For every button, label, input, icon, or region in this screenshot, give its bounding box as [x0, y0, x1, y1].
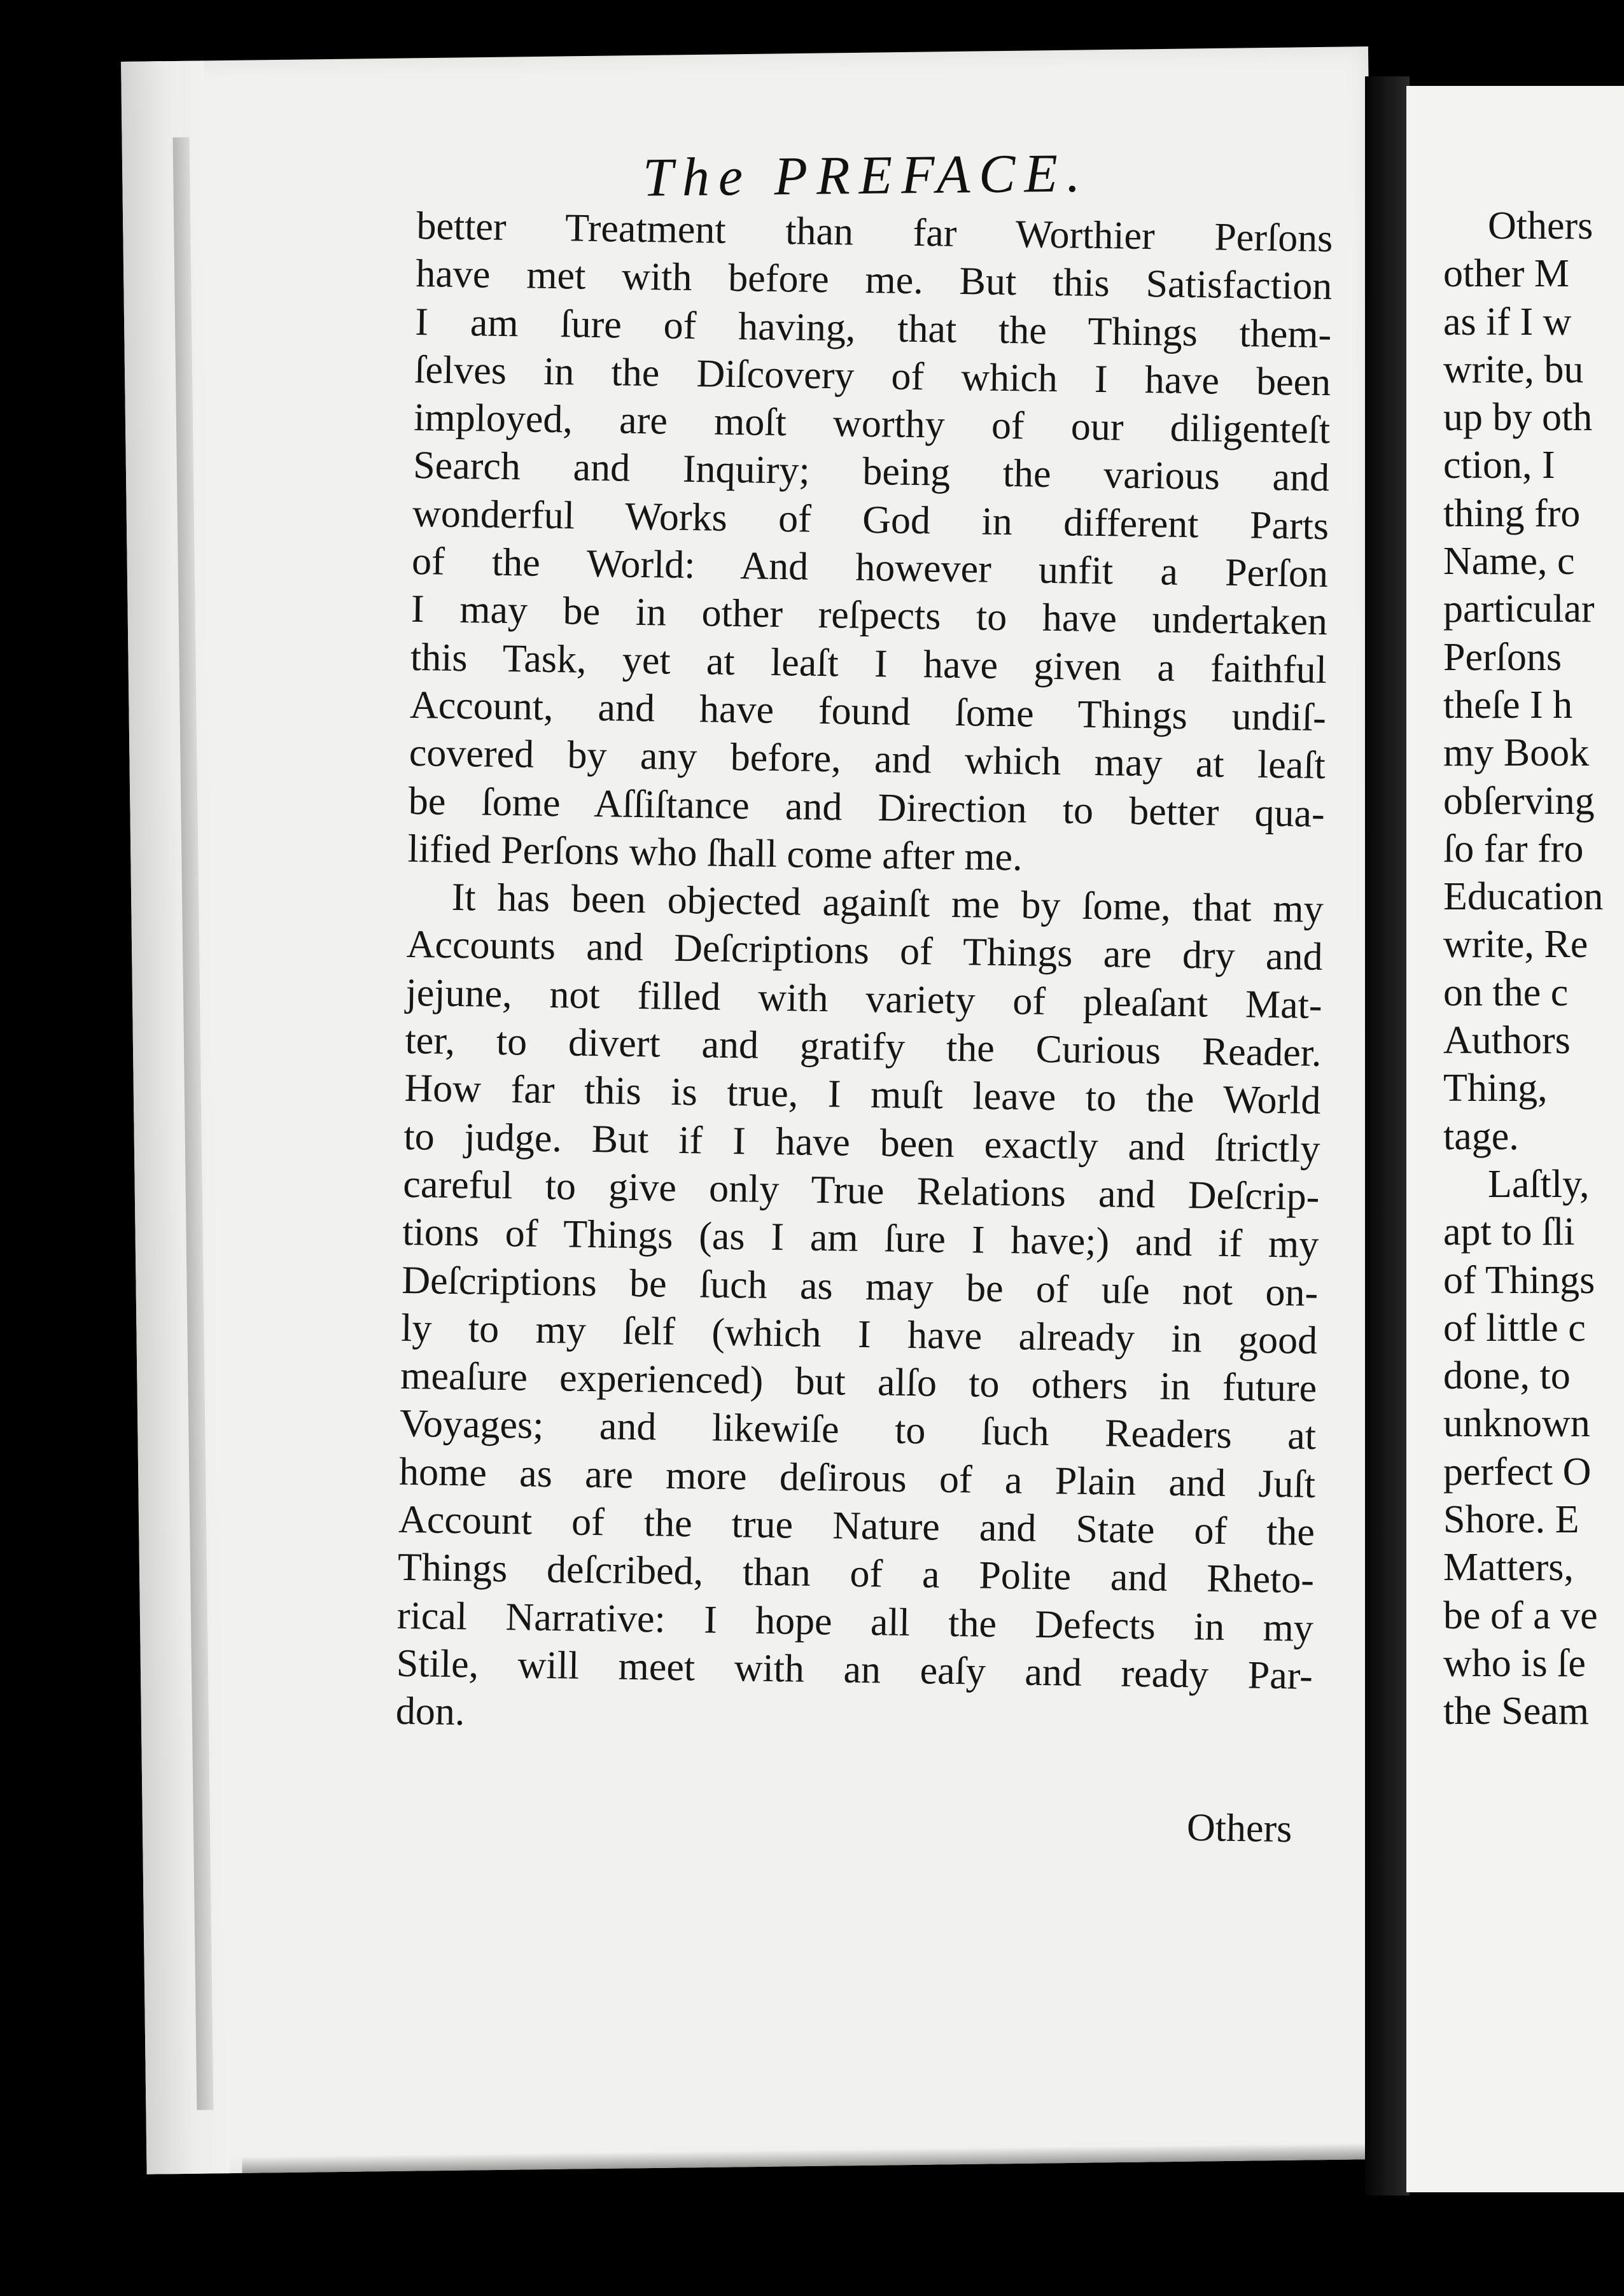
text-line: Deſcriptions be ſuch as may be of uſe not on- — [401, 1258, 1319, 1315]
text-line: Stile, will meet with an eaſy and ready Par- — [396, 1641, 1313, 1698]
fragment-line: obſerving — [1443, 779, 1595, 823]
text-line: ſelves in the Diſcovery of which I have been — [414, 347, 1331, 404]
fragment-line: ction, I — [1443, 444, 1555, 487]
running-header: The PREFACE. — [642, 142, 1089, 208]
text-line: ter, to divert and gratify the Curious Reader. — [405, 1018, 1322, 1075]
fragment-line: of Things — [1443, 1258, 1595, 1302]
fragment-line: theſe I h — [1443, 683, 1573, 727]
text-line: jejune, not filled with variety of pleaſant Mat- — [405, 970, 1322, 1027]
fragment-line: Education — [1443, 875, 1604, 919]
catchword: Others — [1186, 1805, 1292, 1851]
right-page-text-fragment — [1443, 202, 1624, 1736]
text-line: careful to give only True Relations and Deſcrip- — [402, 1162, 1320, 1219]
fragment-line: done, to — [1443, 1354, 1571, 1398]
text-line: rical Narrative: I hope all the Defects in my — [396, 1593, 1314, 1650]
text-line: better Treatment than far Worthier Perſons — [416, 204, 1333, 261]
text-line: of the World: And however unfit a Perſon — [411, 540, 1329, 596]
text-line: meaſure experienced) but alſo to others in future — [400, 1354, 1317, 1411]
text-line: covered by any before, and which may at leaſt — [409, 731, 1326, 788]
fragment-line: be of a ve — [1443, 1593, 1598, 1637]
fragment-line: write, Re — [1443, 923, 1588, 967]
fragment-line: Authors — [1443, 1019, 1571, 1063]
text-line: this Task, yet at leaſt I have given a faithful — [410, 635, 1327, 692]
fragment-line: write, bu — [1443, 347, 1584, 391]
fragment-line: Laſtly, — [1488, 1162, 1590, 1206]
page-bottom-edge — [242, 2143, 1394, 2173]
text-line: Account of the true Nature and State of the — [398, 1497, 1315, 1554]
fragment-line: Matters, — [1443, 1546, 1574, 1590]
text-line: wonderful Works of God in different Parts — [412, 491, 1329, 548]
text-line: Voyages; and likewiſe to ſuch Readers at — [399, 1402, 1317, 1459]
fragment-line: on the c — [1443, 970, 1569, 1014]
text-line: I am ſure of having, that the Things them- — [414, 300, 1332, 356]
text-line: don. — [395, 1689, 465, 1734]
gutter-shadow — [1365, 76, 1410, 2195]
fragment-line: as if I w — [1443, 300, 1572, 344]
left-page-text — [395, 202, 1333, 1748]
text-line: have met with before me. But this Satisfaction — [415, 252, 1333, 309]
fragment-line: the Seam — [1443, 1690, 1589, 1733]
fragment-line: thing fro — [1443, 491, 1581, 535]
text-line: tions of Things (as I am ſure I have;) and if my — [402, 1210, 1319, 1267]
fragment-line: of little c — [1443, 1306, 1586, 1350]
text-line: be ſome Aſſiſtance and Direction to better qua- — [408, 779, 1326, 836]
fragment-line: my Book — [1443, 731, 1590, 775]
text-line: How far this is true, I muſt leave to the World — [404, 1067, 1321, 1123]
fragment-line: who is ſe — [1443, 1641, 1586, 1685]
text-line: Search and Inquiry; being the various and — [412, 444, 1330, 500]
text-line: lified Perſons who ſhall come after me. — [407, 827, 1023, 879]
fragment-line: Perſons — [1443, 635, 1562, 679]
fragment-line: Shore. E — [1443, 1498, 1579, 1542]
text-line: home as are more deſirous of a Plain and Juſt — [398, 1450, 1316, 1506]
text-line: Accounts and Deſcriptions of Things are dry and — [406, 923, 1324, 979]
fragment-line: Others — [1488, 204, 1593, 248]
text-line: to judge. But if I have been exactly and ſtrictly — [403, 1114, 1320, 1171]
fragment-line: up by oth — [1443, 396, 1593, 440]
fragment-line: other M — [1443, 252, 1570, 296]
fragment-line: Thing, — [1443, 1067, 1548, 1110]
text-line: imployed, are moſt worthy of our diligenteſt — [413, 396, 1331, 452]
text-line: Things deſcribed, than of a Polite and Rheto- — [397, 1546, 1315, 1602]
fragment-line: tage. — [1443, 1114, 1519, 1158]
fragment-line: perfect O — [1443, 1450, 1592, 1494]
fragment-line: particular — [1443, 587, 1595, 631]
text-line: It has been objected againſt me by ſome, that my — [451, 876, 1324, 932]
text-line: Account, and have found ſome Things undiſ- — [409, 683, 1327, 739]
fragment-line: Name, c — [1443, 540, 1575, 584]
fragment-line: ſo far fro — [1443, 827, 1584, 871]
text-line: ly to my ſelf (which I have already in good — [400, 1306, 1318, 1362]
text-line: I may be in other reſpects to have undertaken — [410, 587, 1328, 644]
fragment-line: unknown — [1443, 1402, 1590, 1446]
fragment-line: apt to ſli — [1443, 1210, 1575, 1254]
